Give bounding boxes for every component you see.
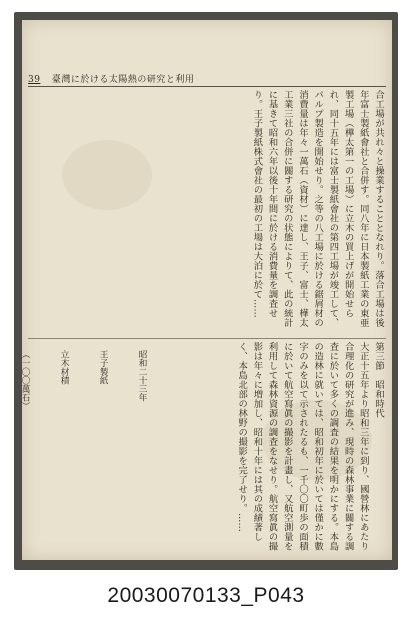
lower-body-text: 第三節 昭和時代 大正十五年より昭和三年に到り、國營林にあたり合理化の研究が進み、現時の森林事業に關する調査に於いて多くの調査の結果を明かにする。本島の造林に就いては、昭和初年に於いては僅かに數字のみを以て示されたるも、一千〇〇町歩の面積に於いて航空寫眞の撮影を計畫し、又航空測量を利用して森林資源の調査をなせり。航空寫眞の撮影は年々に増加し、昭和十年には其の成績著しく、本島北部の林野の撮影を完了せり。……: [236, 342, 384, 551]
upper-body-text: 合工場が共れ々と操業することとなれり。落合工場は後年富士製紙會社と合併す。同八年に日本製紙工業の東亜製工場（樺太第一の工場）に立木の買上げが開始せられ、同十五年には富士製紙會社の第四工場が竣工して、パルプ製造を開始せり。之等の八工場に於ける鋸屑材の消費量は年々一萬石（資材）に達し、王子、富士、樺太工業三社の合併に關する研究の状態によりて、此の統計に基きて昭和六年以後十年間に於ける消費量を調査せり。王子製紙株式會社の最初の工場は大泊に於て……: [251, 90, 384, 328]
document-page: [22, 20, 392, 560]
running-header: [28, 72, 194, 85]
header-rule: [28, 86, 386, 87]
table-row: （一〇〇萬石）: [20, 350, 30, 411]
table-row: 昭和二十三年: [137, 350, 147, 402]
table-row: 王子製紙: [98, 350, 108, 385]
running-title: 臺灣に於ける太陽熱の研究と利用: [51, 75, 195, 85]
section-divider: [28, 338, 386, 339]
statistics-table: [20, 350, 174, 556]
table-row: 立木材積: [59, 350, 69, 385]
catalog-id-caption: 20030070133_P043: [107, 584, 305, 607]
page-number: 39: [28, 75, 41, 85]
